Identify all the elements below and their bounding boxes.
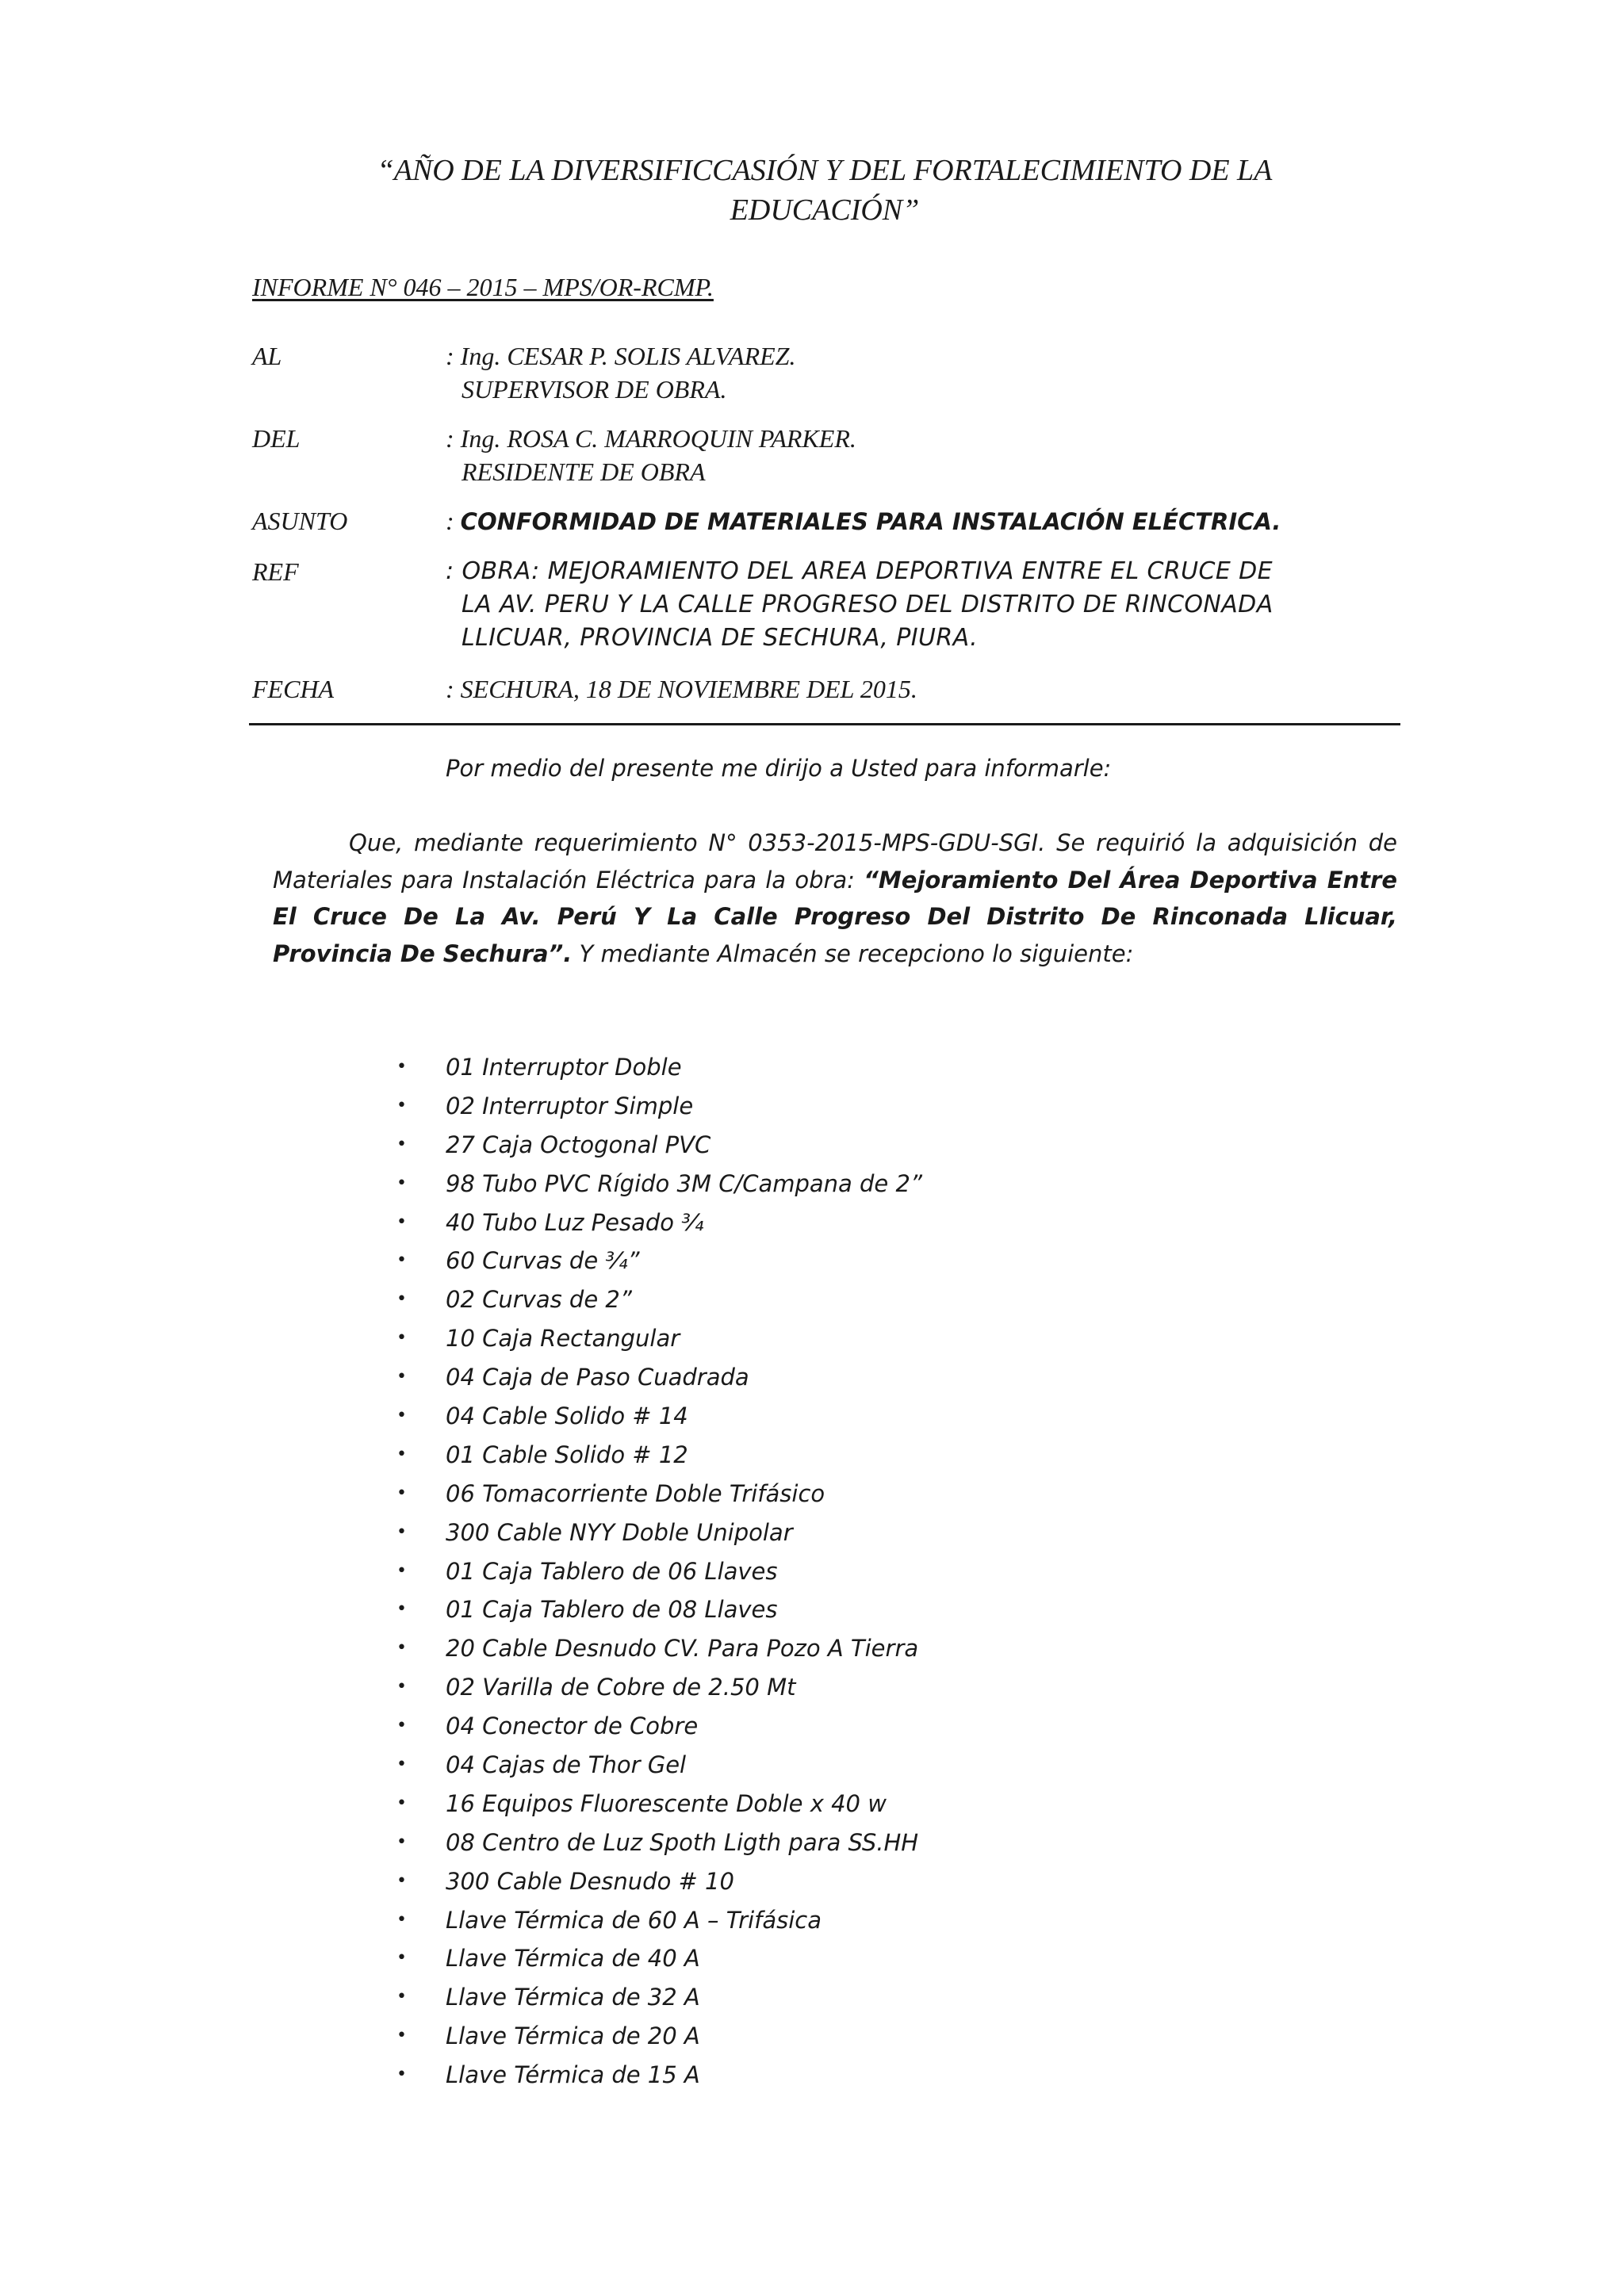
list-item-text: Llave Térmica de 20 A [446,2022,700,2050]
list-item [396,1785,922,1823]
al-label: AL [252,342,282,370]
list-item [396,1939,922,1978]
list-item-text: 27 Caja Octogonal PVC [446,1131,711,1158]
list-item [396,2056,922,2095]
fecha-label: FECHA [252,675,335,703]
body-paragraph-part-2: Y mediante Almacén se recepciono lo siguiente: [572,939,1134,967]
list-item [396,1203,922,1242]
bullet-icon: • [396,1057,407,1077]
bullet-icon: • [396,1793,407,1813]
list-item [396,1552,922,1591]
list-item-text: 02 Varilla de Cobre de 2.50 Mt [446,1674,796,1701]
fecha-value: : SECHURA, 18 DE NOVIEMBRE DEL 2015. [446,675,917,703]
project-name-bold: “Mejoramiento Del Área Deportiva Entre El Cruce De La Av. Perú Y La Calle Progreso Del Distrito De Rinconada Llicuar, Provincia De Sechura”. [273,866,1397,967]
asunto-prefix: : [446,507,461,535]
bullet-icon: • [396,1328,407,1349]
list-item [396,1358,922,1397]
asunto-value [446,504,1397,538]
del-label: DEL [252,424,301,453]
list-item [396,1242,922,1280]
list-item [396,1048,922,1087]
ref-label: REF [252,557,299,586]
list-item [396,1280,922,1319]
del-value [446,422,1397,488]
ref-value [446,555,1397,655]
list-item-text: 04 Cajas de Thor Gel [446,1751,687,1779]
bullet-icon: • [396,1716,407,1736]
del-value-line-2: RESIDENTE DE OBRA [462,457,706,486]
al-value-line-2: SUPERVISOR DE OBRA. [462,375,727,404]
year-motto-line-1: “AÑO DE LA DIVERSIFICCASIÓN Y DEL FORTALECIMIENTO DE LA [377,154,1273,187]
list-item-text: Llave Térmica de 40 A [446,1945,700,1973]
list-item [396,1087,922,1126]
bullet-icon: • [396,1173,407,1193]
bullet-icon: • [396,1755,407,1775]
al-value-line-1: : Ing. CESAR P. SOLIS ALVAREZ. [446,342,796,370]
list-item-text: 04 Cable Solido # 14 [446,1402,688,1430]
bullet-icon: • [396,1599,407,1620]
list-item [396,2017,922,2056]
asunto-label: ASUNTO [252,507,348,535]
list-item-text: 02 Curvas de 2” [446,1286,632,1314]
list-item-text: 300 Cable NYY Doble Unipolar [446,1518,793,1546]
list-item [396,1436,922,1475]
intro-sentence: Por medio del presente me dirijo a Usted para informarle: [446,755,1112,782]
list-item-text: 04 Conector de Cobre [446,1712,699,1740]
bullet-icon: • [396,1250,407,1271]
al-value [446,339,1397,406]
bullet-icon: • [396,1909,407,1930]
year-motto-title [301,151,1348,230]
list-item-text: 02 Interruptor Simple [446,1092,694,1119]
list-item-text: 20 Cable Desnudo CV. Para Pozo A Tierra [446,1635,919,1663]
list-item-text: 04 Caja de Paso Cuadrada [446,1364,749,1391]
bullet-icon: • [396,2026,407,2046]
list-item [396,1707,922,1746]
list-item-text: 08 Centro de Luz Spoth Ligth para SS.HH [446,1828,919,1856]
bullet-icon: • [396,1134,407,1154]
list-item [396,1319,922,1358]
bullet-icon: • [396,1677,407,1697]
bullet-icon: • [396,2064,407,2085]
list-item [396,1165,922,1203]
bullet-icon: • [396,1831,407,1852]
year-motto-line-2: EDUCACIÓN” [730,193,920,227]
bullet-icon: • [396,1987,407,2007]
asunto-text: CONFORMIDAD DE MATERIALES PARA INSTALACIÓN ELÉCTRICA. [460,508,1281,535]
ref-value-line-3: LLICUAR, PROVINCIA DE SECHURA, PIURA. [462,624,979,652]
bullet-icon: • [396,1289,407,1310]
list-item-text: 60 Curvas de ¾” [446,1247,640,1275]
report-number: INFORME N° 046 – 2015 – MPS/OR-RCMP. [252,273,714,301]
header-divider [249,723,1400,725]
bullet-icon: • [396,1483,407,1503]
materials-list [396,1048,922,2095]
list-item-text: 16 Equipos Fluorescente Doble x 40 w [446,1789,887,1817]
list-item-text: 40 Tubo Luz Pesado ¾ [446,1208,704,1236]
bullet-icon: • [396,1367,407,1387]
list-item-text: 01 Caja Tablero de 06 Llaves [446,1557,778,1585]
list-item-text: 98 Tubo PVC Rígido 3M C/Campana de 2” [446,1169,922,1197]
list-item [396,1746,922,1785]
bullet-icon: • [396,1095,407,1115]
list-item [396,1126,922,1165]
bullet-icon: • [396,1560,407,1581]
list-item-text: 10 Caja Rectangular [446,1325,680,1353]
bullet-icon: • [396,1638,407,1659]
bullet-icon: • [396,1406,407,1426]
body-paragraph-part-1: Que, mediante requerimiento N° 0353-2015-MPS-GDU-SGI. Se requirió la adquisición de Materiales para Instalación Eléctrica para la obra: [273,829,1397,894]
list-item [396,1668,922,1707]
list-item-text: 01 Caja Tablero de 08 Llaves [446,1596,778,1624]
list-item [396,1862,922,1901]
bullet-icon: • [396,1521,407,1542]
body-paragraph [273,825,1397,972]
list-item-text: Llave Térmica de 15 A [446,2061,700,2089]
list-item [396,1475,922,1513]
bullet-icon: • [396,1211,407,1232]
list-item [396,1513,922,1552]
list-item-text: 01 Cable Solido # 12 [446,1441,688,1468]
list-item-text: 01 Interruptor Doble [446,1054,682,1081]
list-item-text: Llave Térmica de 32 A [446,1984,700,2011]
list-item [396,1397,922,1436]
bullet-icon: • [396,1870,407,1891]
ref-value-line-1: : OBRA: MEJORAMIENTO DEL AREA DEPORTIVA ENTRE EL CRUCE DE [446,557,1273,585]
bullet-icon: • [396,1948,407,1969]
list-item [396,1629,922,1668]
list-item [396,1901,922,1940]
list-item-text: Llave Térmica de 60 A – Trifásica [446,1906,822,1934]
list-item [396,1590,922,1629]
list-item-text: 300 Cable Desnudo # 10 [446,1867,734,1895]
list-item [396,1823,922,1862]
ref-value-line-2: LA AV. PERU Y LA CALLE PROGRESO DEL DISTRITO DE RINCONADA [462,591,1274,618]
list-item [396,1978,922,2017]
del-value-line-1: : Ing. ROSA C. MARROQUIN PARKER. [446,424,856,453]
list-item-text: 06 Tomacorriente Doble Trifásico [446,1479,825,1507]
bullet-icon: • [396,1444,407,1464]
